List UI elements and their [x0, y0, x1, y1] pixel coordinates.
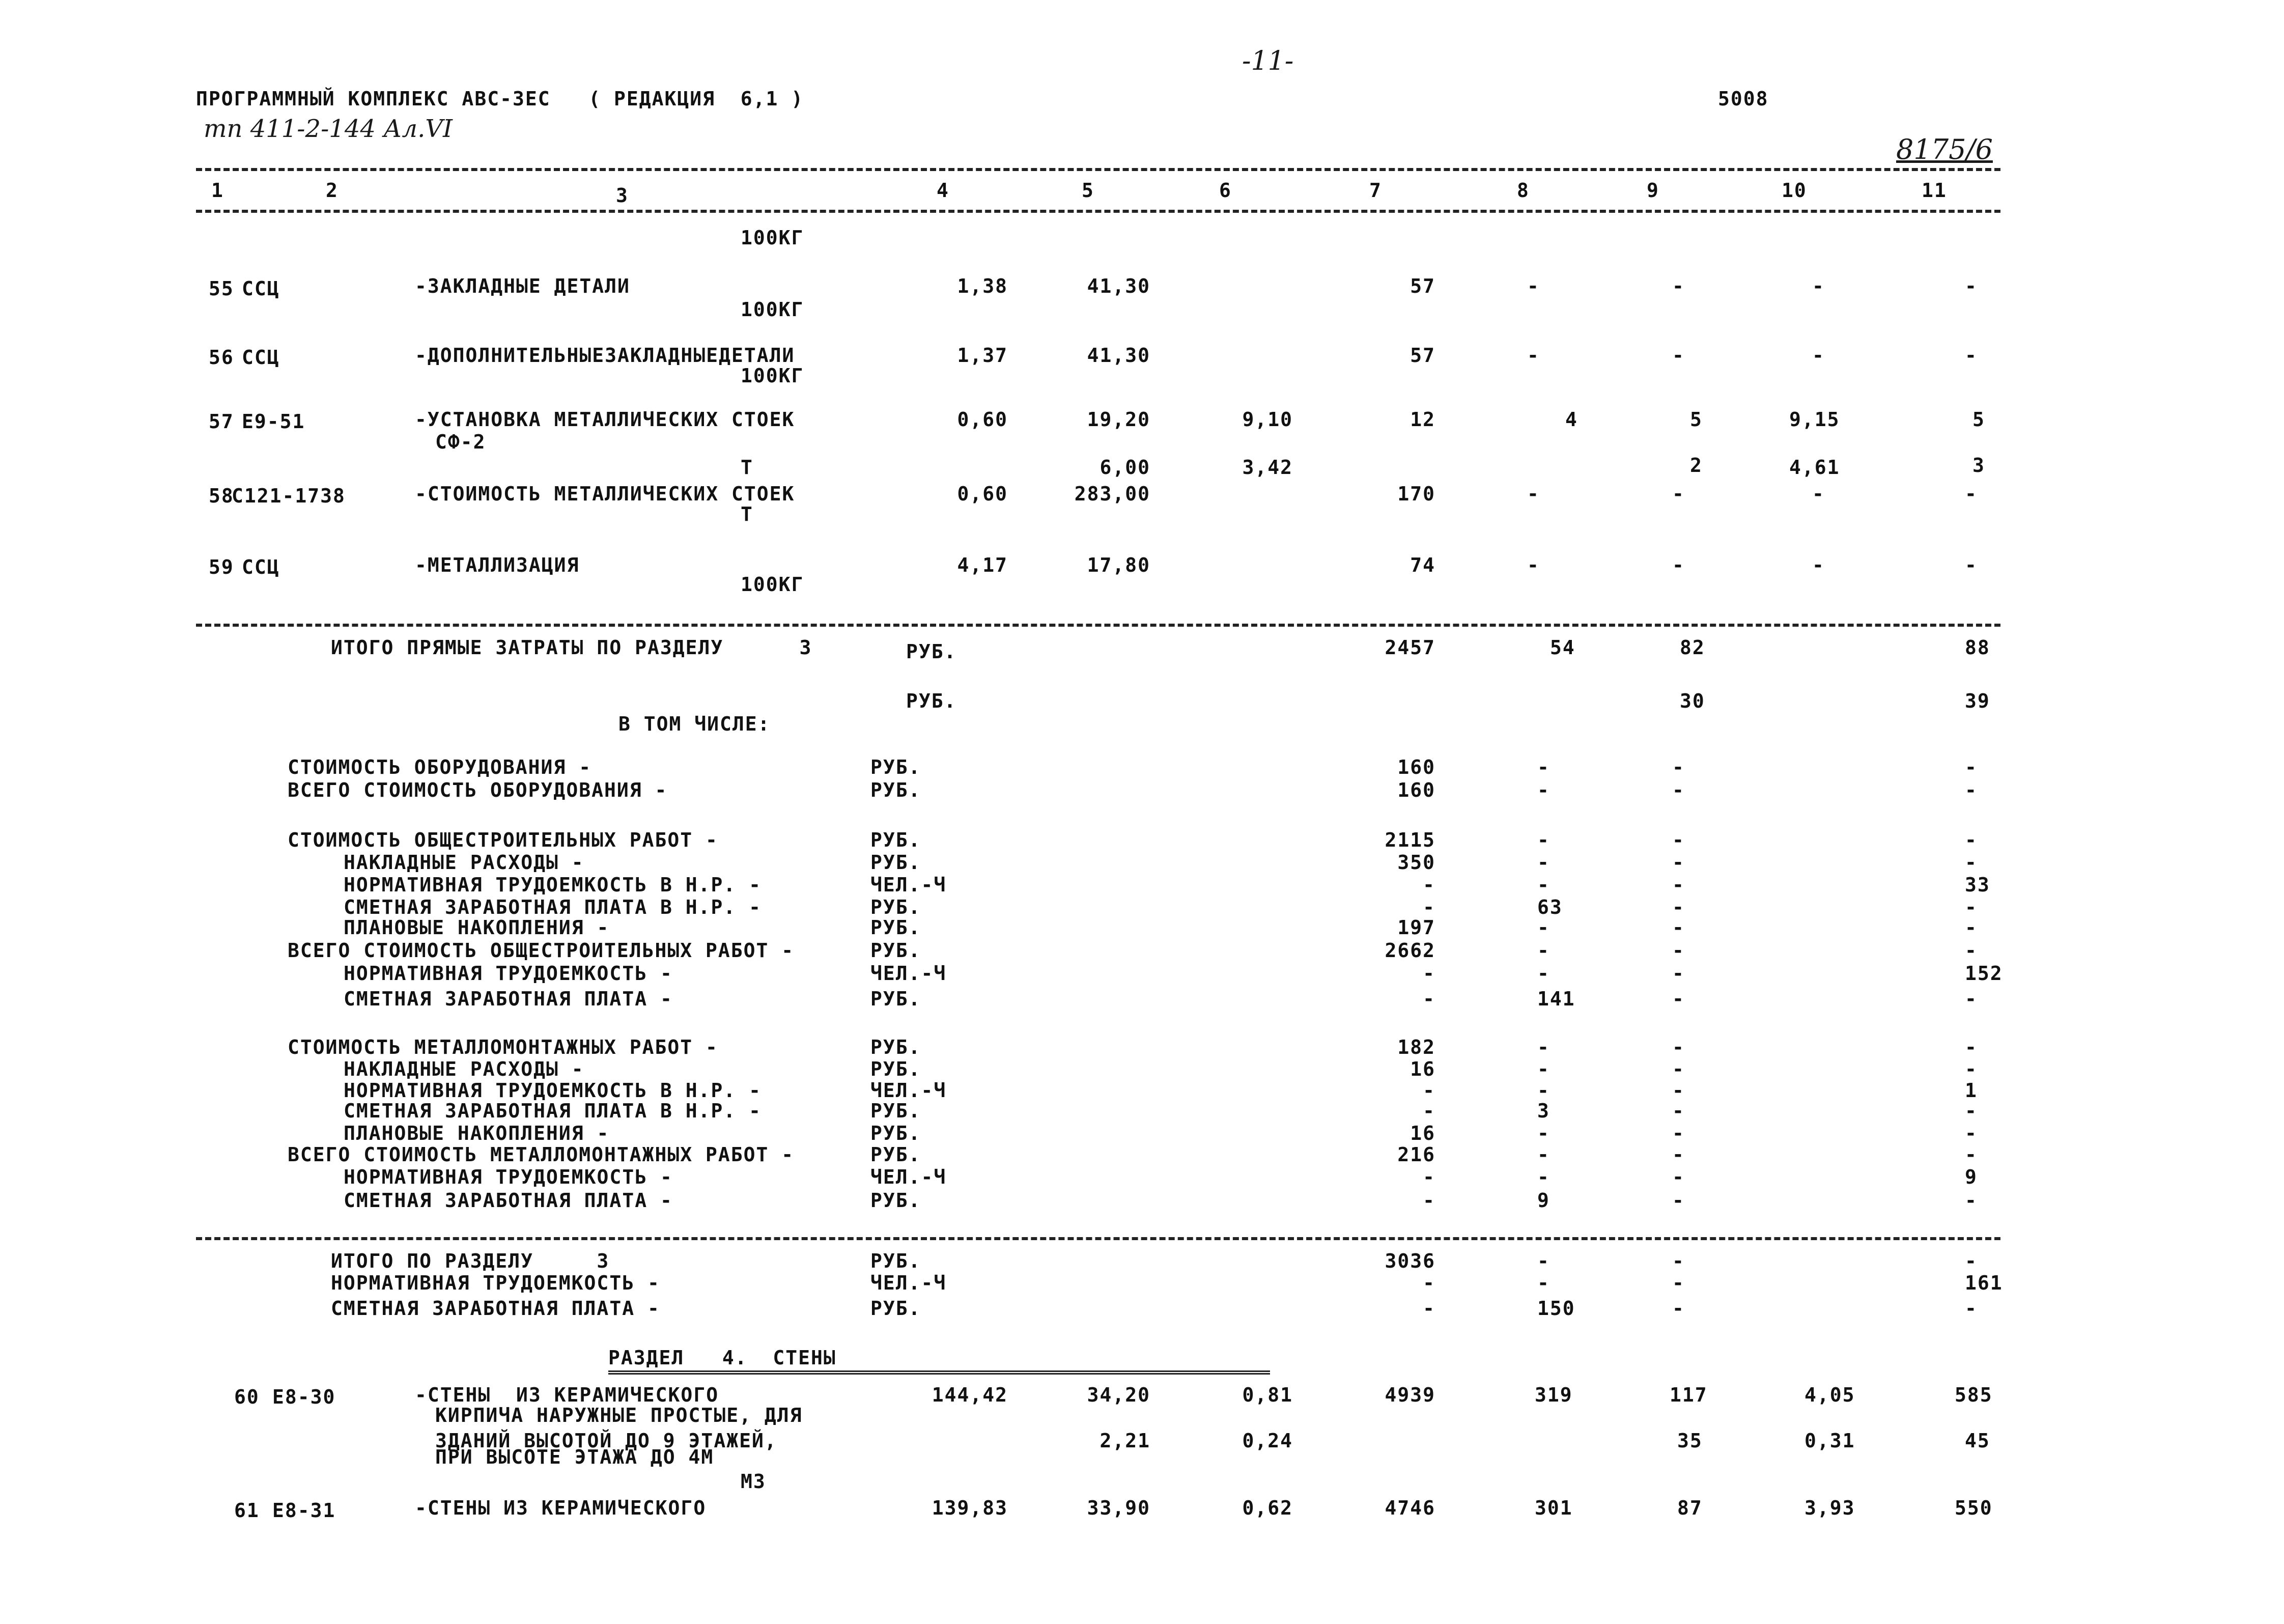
summary-col7: 350 [1397, 851, 1435, 874]
row-code: ССЦ [242, 556, 280, 578]
row-col7: 74 [1410, 554, 1435, 576]
summary-unit: РУБ. [870, 756, 921, 778]
row-name: -ЗАКЛАДНЫЕ ДЕТАЛИ [415, 275, 630, 297]
row-number: 61 [234, 1499, 260, 1522]
summary-col11: - [1965, 896, 1978, 918]
row-code: Е8-30 [272, 1386, 336, 1408]
row-col4: 139,83 [932, 1497, 1008, 1519]
summary-col11: - [1965, 1058, 1978, 1080]
summary-col9: - [1672, 1036, 1685, 1058]
summary-unit: РУБ. [870, 1036, 921, 1058]
col-num-2: 2 [326, 179, 339, 202]
row-col10: - [1812, 275, 1825, 297]
summary-label: СТОИМОСТЬ МЕТАЛЛОМОНТАЖНЫХ РАБОТ - [288, 1036, 718, 1058]
summary-col7: 160 [1397, 756, 1435, 778]
summary-label: ПЛАНОВЫЕ НАКОПЛЕНИЯ - [344, 916, 610, 939]
summary-col9: - [1672, 779, 1685, 801]
row-col11: 585 [1955, 1384, 1993, 1406]
row-name: -СТОИМОСТЬ МЕТАЛЛИЧЕСКИХ СТОЕК [415, 483, 795, 505]
section-total-unit: РУБ. [870, 1297, 921, 1320]
summary-unit: РУБ. [870, 1122, 921, 1144]
summary-col8: - [1537, 939, 1550, 962]
col-num-7: 7 [1369, 179, 1382, 202]
row-name-continued: СФ-2 [435, 431, 486, 453]
summary-col9: - [1672, 1058, 1685, 1080]
summary-col7: - [1423, 1100, 1435, 1122]
row-col8: 301 [1535, 1497, 1573, 1519]
direct-costs-label: ИТОГО ПРЯМЫЕ ЗАТРАТЫ ПО РАЗДЕЛУ 3 [331, 636, 812, 659]
summary-col9: - [1672, 1143, 1685, 1166]
section-total-col9: - [1672, 1272, 1685, 1294]
direct-costs-col11: 88 [1965, 636, 1990, 659]
row-col10: 3,93 [1804, 1497, 1855, 1519]
summary-col8: - [1537, 779, 1550, 801]
summary-label: СТОИМОСТЬ ОБЩЕСТРОИТЕЛЬНЫХ РАБОТ - [288, 829, 718, 851]
row-code: ССЦ [242, 346, 280, 369]
row-col4: 1,37 [957, 344, 1008, 367]
summary-col8: - [1537, 1058, 1550, 1080]
summary-label: СМЕТНАЯ ЗАРАБОТНАЯ ПЛАТА - [344, 988, 673, 1010]
section-total-col7: 3036 [1385, 1250, 1435, 1272]
summary-col9: - [1672, 1189, 1685, 1212]
summary-col7: 16 [1410, 1122, 1435, 1144]
row-number: 59 [209, 556, 234, 578]
summary-col11: - [1965, 988, 1978, 1010]
summary-col9: - [1672, 916, 1685, 939]
row-col5: 34,20 [1087, 1384, 1150, 1406]
row-col8: - [1527, 483, 1540, 505]
summary-col7: - [1423, 1166, 1435, 1188]
program-header: ПРОГРАММНЫЙ КОМПЛЕКС АВС-ЗЕС ( РЕДАКЦИЯ 6,1 ) [196, 88, 804, 110]
section-total-col8: - [1537, 1272, 1550, 1294]
row-col6-second: 0,24 [1242, 1430, 1293, 1452]
section-total-rule [196, 1237, 2000, 1240]
summary-unit: РУБ. [870, 939, 921, 962]
summary-col9: - [1672, 939, 1685, 962]
row-name: -СТЕНЫ ИЗ КЕРАМИЧЕСКОГО [415, 1497, 707, 1519]
row-unit: 100КГ [741, 365, 804, 387]
row-unit: М3 [741, 1470, 766, 1493]
section-total-unit: РУБ. [870, 1250, 921, 1272]
row-unit: 100КГ [741, 298, 804, 321]
summary-label: НОРМАТИВНАЯ ТРУДОЕМКОСТЬ В Н.Р. - [344, 874, 762, 896]
summary-col7: 216 [1397, 1143, 1435, 1166]
row-col5-second: 2,21 [1099, 1430, 1150, 1452]
summary-label: ВСЕГО СТОИМОСТЬ МЕТАЛЛОМОНТАЖНЫХ РАБОТ - [288, 1143, 795, 1166]
row-col10-second: 0,31 [1804, 1430, 1855, 1452]
direct-costs-unit-2: РУБ. [906, 690, 957, 712]
summary-col7: - [1423, 988, 1435, 1010]
summary-unit: ЧЕЛ.-Ч [870, 962, 947, 985]
row-col4: 0,60 [957, 408, 1008, 431]
row-col7: 57 [1410, 344, 1435, 367]
row-col8: 4 [1565, 408, 1578, 431]
direct-costs-col9: 82 [1680, 636, 1705, 659]
row-name: -СТЕНЫ ИЗ КЕРАМИЧЕСКОГО [415, 1384, 719, 1406]
summary-col9: - [1672, 829, 1685, 851]
summary-label: СТОИМОСТЬ ОБОРУДОВАНИЯ - [288, 756, 592, 778]
row-code: Е8-31 [272, 1499, 336, 1522]
summary-label: СМЕТНАЯ ЗАРАБОТНАЯ ПЛАТА - [344, 1189, 673, 1212]
row-col10: - [1812, 483, 1825, 505]
row-col10: 9,15 [1789, 408, 1840, 431]
summary-col11: 9 [1965, 1166, 1978, 1188]
summary-col8: - [1537, 1079, 1550, 1102]
row-col7: 12 [1410, 408, 1435, 431]
row-col5: 33,90 [1087, 1497, 1150, 1519]
summary-col8: - [1537, 1143, 1550, 1166]
items-end-rule [196, 624, 2000, 627]
summary-label: НОРМАТИВНАЯ ТРУДОЕМКОСТЬ - [344, 962, 673, 985]
summary-col11: - [1965, 1143, 1978, 1166]
summary-unit: РУБ. [870, 779, 921, 801]
row-col11-second: 3 [1972, 454, 1985, 477]
row-col5: 283,00 [1074, 483, 1150, 505]
summary-col8: - [1537, 916, 1550, 939]
summary-col11: - [1965, 829, 1978, 851]
row-col5-second: 6,00 [1099, 456, 1150, 479]
section-total-label: ИТОГО ПО РАЗДЕЛУ 3 [331, 1250, 610, 1272]
summary-label: СМЕТНАЯ ЗАРАБОТНАЯ ПЛАТА В Н.Р. - [344, 1100, 762, 1122]
summary-col11: 152 [1965, 962, 2003, 985]
summary-unit: ЧЕЛ.-Ч [870, 874, 947, 896]
sheet-reference: 8175/6 [1896, 133, 1993, 165]
section-total-label: НОРМАТИВНАЯ ТРУДОЕМКОСТЬ - [331, 1272, 660, 1294]
row-col10: 4,05 [1804, 1384, 1855, 1406]
row-col9: - [1672, 554, 1685, 576]
direct-costs-col9-second: 30 [1680, 690, 1705, 712]
summary-col7: - [1423, 874, 1435, 896]
summary-col8: - [1537, 1036, 1550, 1058]
col-num-6: 6 [1219, 179, 1232, 202]
summary-label: НАКЛАДНЫЕ РАСХОДЫ - [344, 1058, 584, 1080]
row-name: -ДОПОЛНИТЕЛЬНЫЕЗАКЛАДНЫЕДЕТАЛИ [415, 344, 795, 367]
section-total-col9: - [1672, 1297, 1685, 1320]
summary-col9: - [1672, 874, 1685, 896]
row-unit: Т [741, 503, 753, 525]
summary-unit: ЧЕЛ.-Ч [870, 1079, 947, 1102]
summary-label: НАКЛАДНЫЕ РАСХОДЫ - [344, 851, 584, 874]
summary-col9: - [1672, 1122, 1685, 1144]
col-num-1: 1 [211, 179, 224, 202]
section-total-col11: - [1965, 1297, 1978, 1320]
row-col9: 117 [1670, 1384, 1708, 1406]
summary-unit: РУБ. [870, 896, 921, 918]
row-col5: 17,80 [1087, 554, 1150, 576]
row-col9: - [1672, 275, 1685, 297]
section-total-col7: - [1423, 1297, 1435, 1320]
summary-col11: 1 [1965, 1079, 1978, 1102]
summary-col9: - [1672, 896, 1685, 918]
summary-col8: 63 [1537, 896, 1563, 918]
summary-col8: - [1537, 1122, 1550, 1144]
summary-col7: 2662 [1385, 939, 1435, 962]
document-code: 5008 [1718, 88, 1769, 110]
row-col11: - [1965, 275, 1978, 297]
summary-col9: - [1672, 962, 1685, 985]
project-reference: тп 411-2-144 Ал.VI [204, 115, 453, 143]
row-code: ССЦ [242, 277, 280, 300]
section-total-col11: 161 [1965, 1272, 2003, 1294]
col-num-9: 9 [1647, 179, 1659, 202]
page-number: -11- [1242, 46, 1294, 76]
summary-label: НОРМАТИВНАЯ ТРУДОЕМКОСТЬ В Н.Р. - [344, 1079, 762, 1102]
direct-costs-unit: РУБ. [906, 640, 957, 663]
summary-col7: 182 [1397, 1036, 1435, 1058]
row-code: С121-1738 [232, 485, 346, 507]
row-col10: - [1812, 554, 1825, 576]
row-name-line-3: ЗДАНИЙ ВЫСОТОЙ ДО 9 ЭТАЖЕЙ, [435, 1430, 777, 1452]
summary-col7: 16 [1410, 1058, 1435, 1080]
section-title-underline [608, 1370, 1270, 1375]
summary-col7: 160 [1397, 779, 1435, 801]
summary-unit: РУБ. [870, 1100, 921, 1122]
summary-col8: - [1537, 962, 1550, 985]
section-total-unit: ЧЕЛ.-Ч [870, 1272, 947, 1294]
summary-col9: - [1672, 851, 1685, 874]
row-col5: 41,30 [1087, 344, 1150, 367]
row-name-line-2: КИРПИЧА НАРУЖНЫЕ ПРОСТЫЕ, ДЛЯ [435, 1404, 803, 1426]
row-col9: - [1672, 483, 1685, 505]
row-col5: 19,20 [1087, 408, 1150, 431]
row-col11: 5 [1972, 408, 1985, 431]
unit-label: 100КГ [741, 227, 804, 249]
section-total-label: СМЕТНАЯ ЗАРАБОТНАЯ ПЛАТА - [331, 1297, 660, 1320]
summary-col11: - [1965, 1100, 1978, 1122]
row-name: -МЕТАЛЛИЗАЦИЯ [415, 554, 580, 576]
row-col4: 144,42 [932, 1384, 1008, 1406]
row-col11: - [1965, 344, 1978, 367]
row-unit: 100КГ [741, 573, 804, 596]
section-4-title: РАЗДЕЛ 4. СТЕНЫ [608, 1347, 836, 1369]
summary-col8: 141 [1537, 988, 1575, 1010]
row-col10: - [1812, 344, 1825, 367]
row-col5: 41,30 [1087, 275, 1150, 297]
row-name: -УСТАНОВКА МЕТАЛЛИЧЕСКИХ СТОЕК [415, 408, 795, 431]
row-col6: 0,81 [1242, 1384, 1293, 1406]
summary-col8: - [1537, 829, 1550, 851]
summary-col8: - [1537, 851, 1550, 874]
row-name-line-4: ПРИ ВЫСОТЕ ЭТАЖА ДО 4М [435, 1446, 714, 1468]
summary-col7: - [1423, 896, 1435, 918]
summary-col8: - [1537, 756, 1550, 778]
summary-col11: - [1965, 1122, 1978, 1144]
row-col6-second: 3,42 [1242, 456, 1293, 479]
summary-label: ВСЕГО СТОИМОСТЬ ОБОРУДОВАНИЯ - [288, 779, 668, 801]
direct-costs-col11-second: 39 [1965, 690, 1990, 712]
summary-unit: РУБ. [870, 851, 921, 874]
col-num-11: 11 [1922, 179, 1947, 202]
row-col10-second: 4,61 [1789, 456, 1840, 479]
summary-col9: - [1672, 1100, 1685, 1122]
summary-col11: - [1965, 1189, 1978, 1212]
summary-unit: РУБ. [870, 829, 921, 851]
summary-label: ПЛАНОВЫЕ НАКОПЛЕНИЯ - [344, 1122, 610, 1144]
section-total-col8: - [1537, 1250, 1550, 1272]
row-col11: - [1965, 483, 1978, 505]
summary-col11: - [1965, 779, 1978, 801]
col-num-4: 4 [937, 179, 949, 202]
summary-unit: РУБ. [870, 988, 921, 1010]
summary-col8: 3 [1537, 1100, 1550, 1122]
summary-col11: 33 [1965, 874, 1990, 896]
row-col7: 170 [1397, 483, 1435, 505]
including-label: В ТОМ ЧИСЛЕ: [618, 713, 771, 735]
row-number: 57 [209, 410, 234, 433]
table-top-rule [196, 168, 2000, 171]
row-col6: 0,62 [1242, 1497, 1293, 1519]
summary-label: СМЕТНАЯ ЗАРАБОТНАЯ ПЛАТА В Н.Р. - [344, 896, 762, 918]
summary-col11: - [1965, 939, 1978, 962]
summary-col8: - [1537, 1166, 1550, 1188]
summary-col7: - [1423, 962, 1435, 985]
row-code: Е9-51 [242, 410, 305, 433]
row-col4: 4,17 [957, 554, 1008, 576]
direct-costs-col7: 2457 [1385, 636, 1435, 659]
section-total-col8: 150 [1537, 1297, 1575, 1320]
row-col6: 9,10 [1242, 408, 1293, 431]
row-col11-second: 45 [1965, 1430, 1990, 1452]
section-total-col9: - [1672, 1250, 1685, 1272]
summary-col9: - [1672, 988, 1685, 1010]
row-number: 55 [209, 277, 234, 300]
row-number: 56 [209, 346, 234, 369]
col-num-8: 8 [1517, 179, 1530, 202]
summary-col8: 9 [1537, 1189, 1550, 1212]
summary-col7: - [1423, 1079, 1435, 1102]
row-col4: 0,60 [957, 483, 1008, 505]
section-total-col11: - [1965, 1250, 1978, 1272]
summary-unit: РУБ. [870, 1189, 921, 1212]
row-col9-second: 2 [1690, 454, 1703, 477]
row-col9: - [1672, 344, 1685, 367]
row-col8: - [1527, 554, 1540, 576]
summary-col11: - [1965, 1036, 1978, 1058]
table-header-rule [196, 210, 2000, 213]
summary-unit: РУБ. [870, 1058, 921, 1080]
row-col8: - [1527, 275, 1540, 297]
summary-col7: 197 [1397, 916, 1435, 939]
summary-col7: 2115 [1385, 829, 1435, 851]
summary-col9: - [1672, 756, 1685, 778]
row-col9: 5 [1690, 408, 1703, 431]
row-unit: Т [741, 456, 753, 479]
summary-label: НОРМАТИВНАЯ ТРУДОЕМКОСТЬ - [344, 1166, 673, 1188]
row-col11: - [1965, 554, 1978, 576]
col-num-5: 5 [1082, 179, 1094, 202]
row-col9-second: 35 [1677, 1430, 1703, 1452]
section-total-col7: - [1423, 1272, 1435, 1294]
direct-costs-col8: 54 [1550, 636, 1575, 659]
row-col7: 57 [1410, 275, 1435, 297]
row-col8: - [1527, 344, 1540, 367]
summary-unit: ЧЕЛ.-Ч [870, 1166, 947, 1188]
summary-col11: - [1965, 851, 1978, 874]
col-num-10: 10 [1782, 179, 1807, 202]
row-col11: 550 [1955, 1497, 1993, 1519]
summary-label: ВСЕГО СТОИМОСТЬ ОБЩЕСТРОИТЕЛЬНЫХ РАБОТ - [288, 939, 795, 962]
col-num-3: 3 [616, 184, 629, 207]
summary-col11: - [1965, 756, 1978, 778]
row-col8: 319 [1535, 1384, 1573, 1406]
summary-col7: - [1423, 1189, 1435, 1212]
row-col4: 1,38 [957, 275, 1008, 297]
row-col7: 4939 [1385, 1384, 1435, 1406]
summary-unit: РУБ. [870, 1143, 921, 1166]
row-col9: 87 [1677, 1497, 1703, 1519]
summary-col11: - [1965, 916, 1978, 939]
summary-unit: РУБ. [870, 916, 921, 939]
row-col7: 4746 [1385, 1497, 1435, 1519]
summary-col9: - [1672, 1079, 1685, 1102]
row-number: 60 [234, 1386, 260, 1408]
summary-col9: - [1672, 1166, 1685, 1188]
row-number: 58 [209, 485, 234, 507]
summary-col8: - [1537, 874, 1550, 896]
